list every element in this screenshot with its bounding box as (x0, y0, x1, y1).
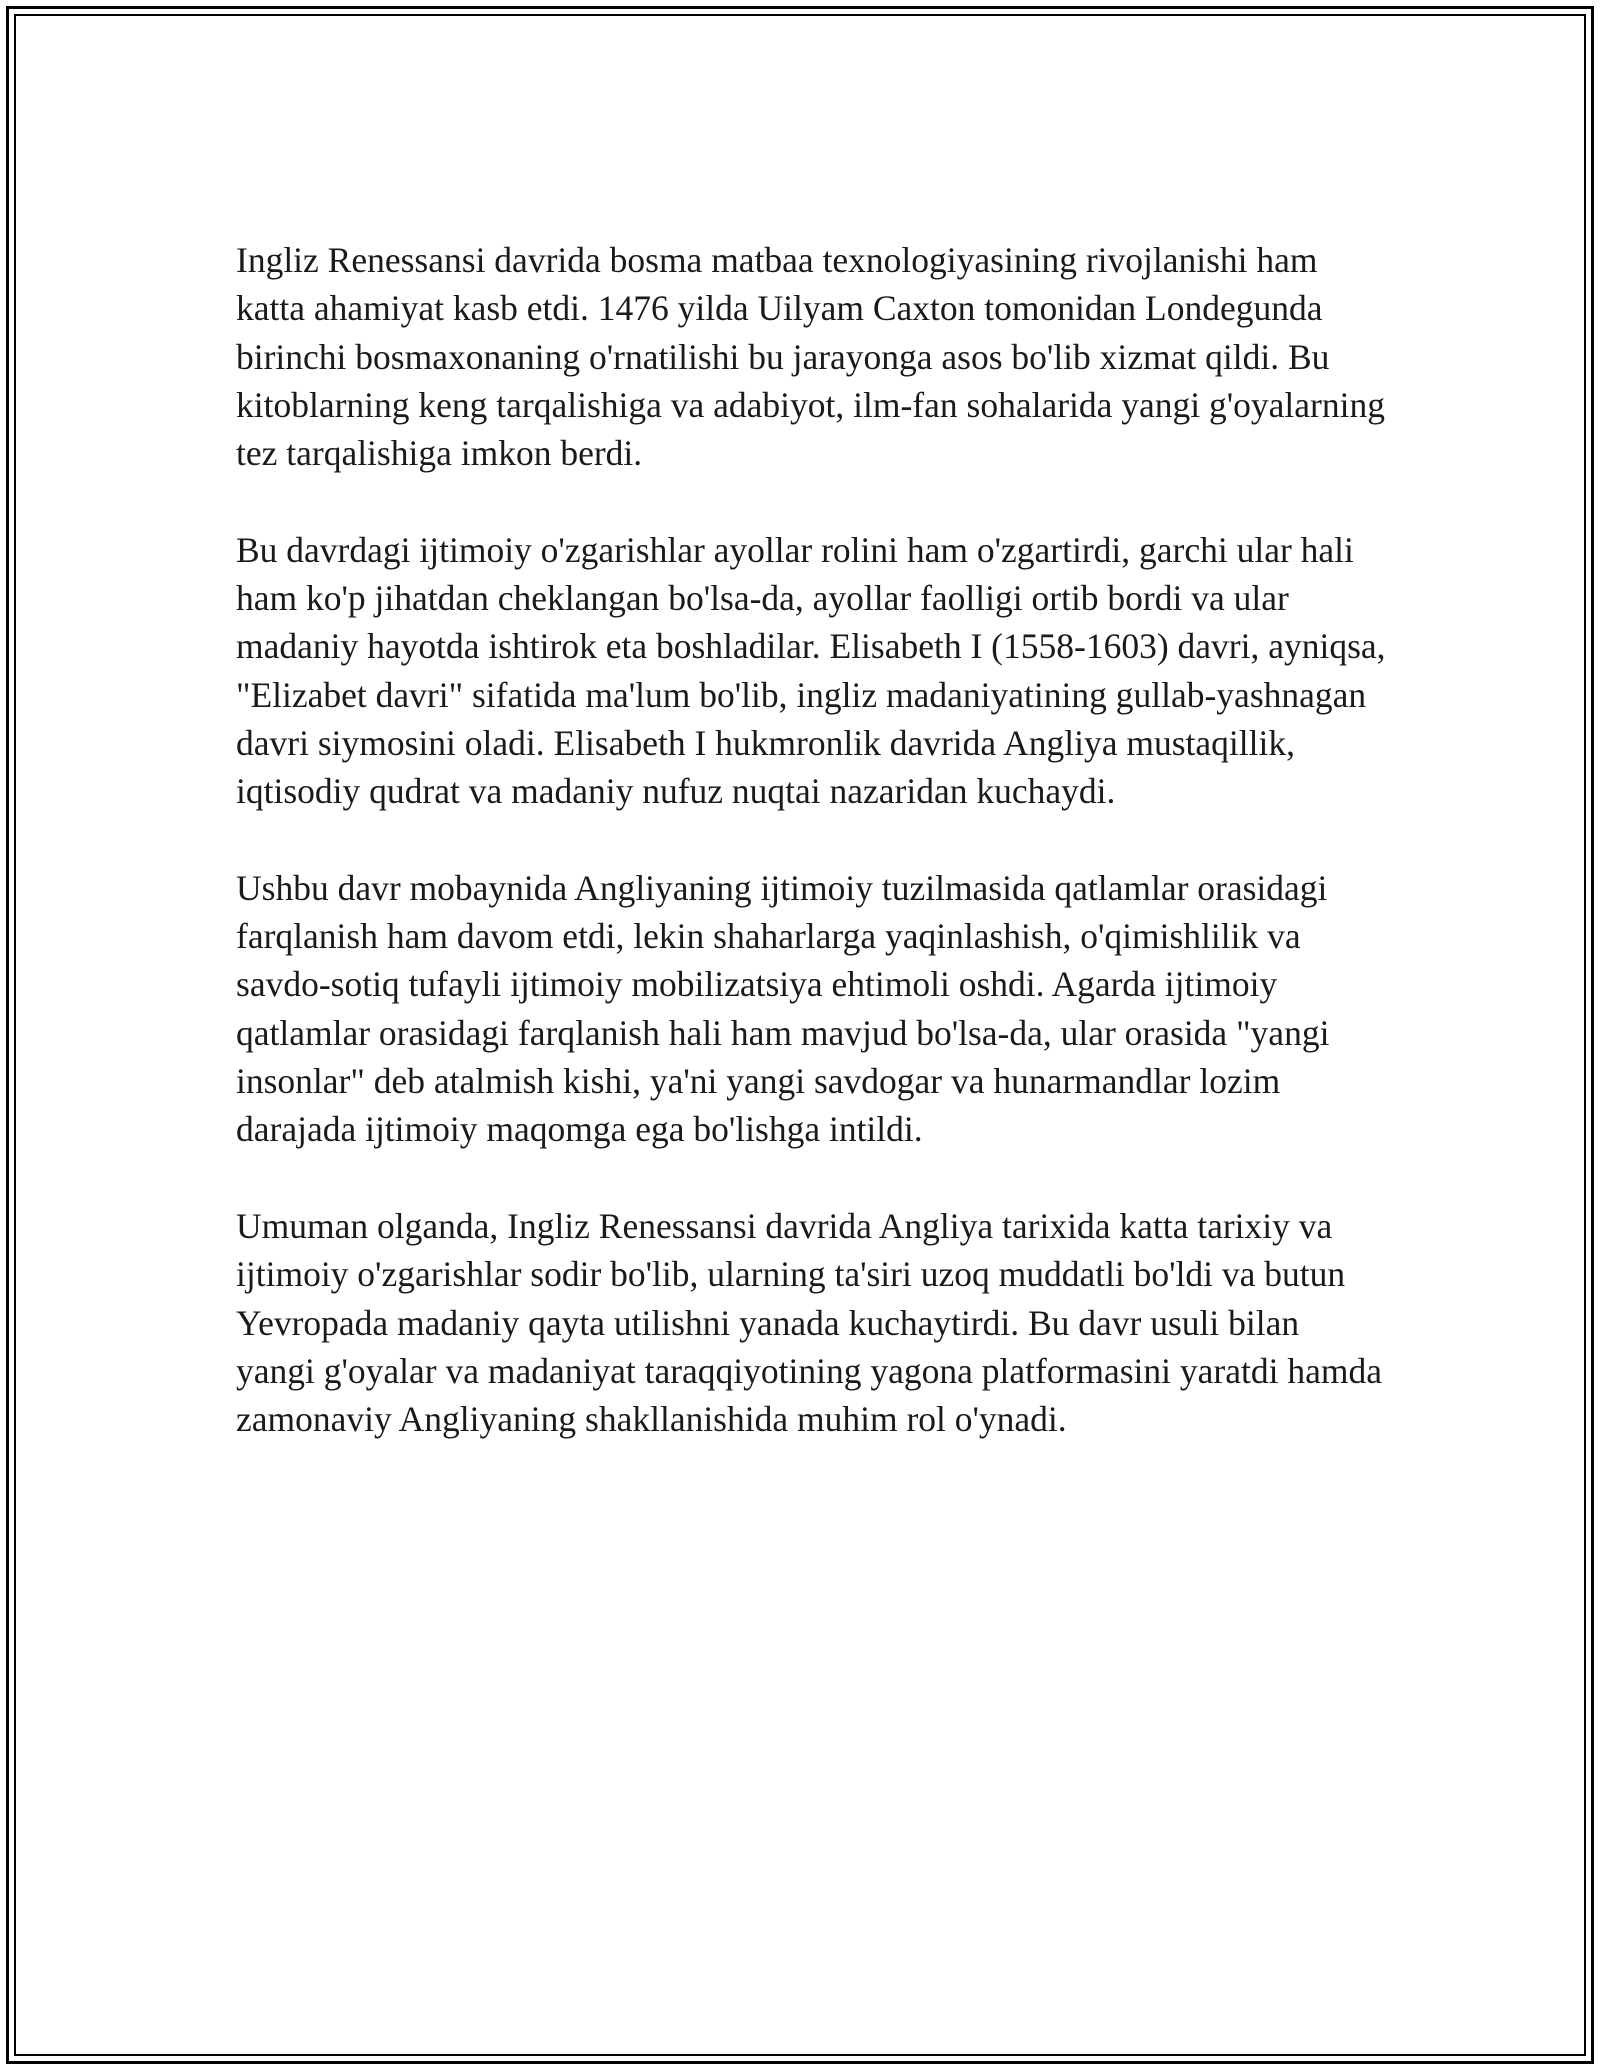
paragraph-social-structure: Ushbu davr mobaynida Angliyaning ijtimoiy tuzilmasida qatlamlar orasidagi farqlanish ham davom etdi, lekin shaharlarga yaqinlashish, o'qimishlilik va savdo-sotiq tufayli ijtimoiy mobilizatsiya ehtimoli oshdi. Agarda ijtimoiy qatlamlar orasidagi farqlanish hali ham mavjud bo'lsa-da, ular orasida "yangi insonlar" deb atalmish kishi, ya'ni yangi savdogar va hunarmandlar lozim darajada ijtimoiy maqomga ega bo'lishga intildi. (236, 867, 1330, 1150)
paragraph-printing-press: Ingliz Renessansi davrida bosma matbaa texnologiyasining rivojlanishi ham katta ahamiyat kasb etdi. 1476 yilda Uilyam Caxton tomonidan Londegunda birinchi bosmaxonaning o'rnatilishi bu jarayonga asos bo'lib xizmat qildi. Bu kitoblarning keng tarqalishiga va adabiyot, ilm-fan sohalarida yangi g'oyalarning tez tarqalishiga imkon berdi. (236, 240, 1385, 474)
paragraph-conclusion: Umuman olganda, Ingliz Renessansi davrida Angliya tarixida katta tarixiy va ijtimoiy o'zgarishlar sodir bo'lib, ularning ta'siri uzoq muddatli bo'ldi va butun Yevropada madaniy qayta utilishni yanada kuchaytirdi. Bu davr usuli bilan yangi g'oyalar va madaniyat taraqqiyotining yagona platformasini yaratdi hamda zamonaviy Angliyaning shakllanishida muhim rol o'ynadi. (236, 1205, 1382, 1440)
paragraph-social-changes: Bu davrdagi ijtimoiy o'zgarishlar ayollar rolini ham o'zgartirdi, garchi ular hali ham ko'p jihatdan cheklangan bo'lsa-da, ayollar faolligi ortib bordi va ular madaniy hayotda ishtirok eta boshladilar. Elisabeth I (1558-1603) davri, ayniqsa, "Elizabet davri" sifatida ma'lum bo'lib, ingliz madaniyatining gullab-yashnagan davri siymosini oladi. Elisabeth I hukmronlik davrida Angliya mustaqillik, iqtisodiy qudrat va madaniy nufuz nuqtai nazaridan kuchaydi. (236, 529, 1386, 812)
document-body (236, 236, 1386, 1492)
